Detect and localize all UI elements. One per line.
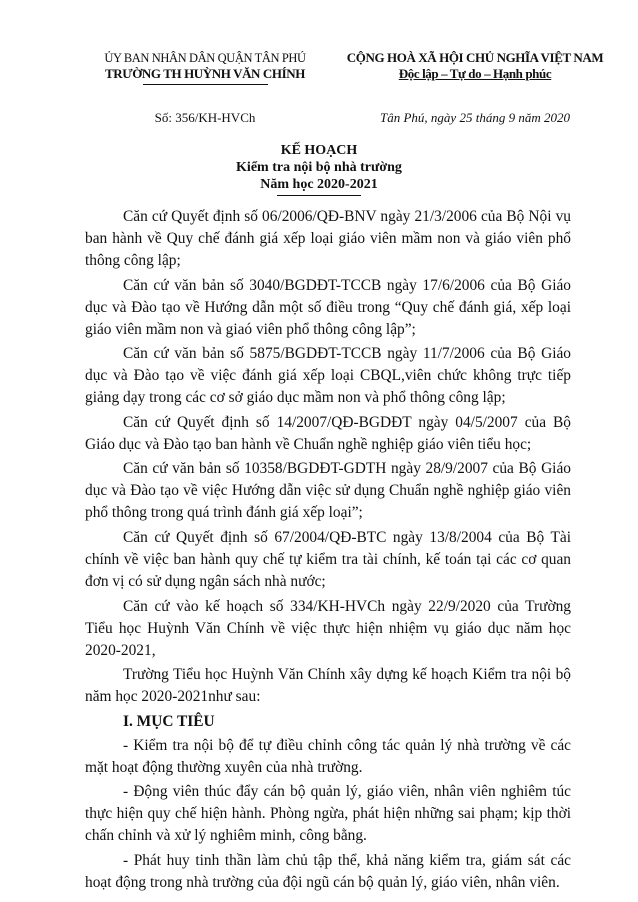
legal-basis-paragraph: Căn cứ văn bản số 3040/BGDĐT-TCCB ngày 17/6/2006 của Bộ Giáo dục và Đào tạo về Hướng dẫn một số điều trong “Quy chế đánh giá, xếp loại giáo viên mầm non và giaó viên phổ thông công lập”; [85, 276, 571, 338]
legal-basis-paragraph: Căn cứ Quyết định số 06/2006/QĐ-BNV ngày 21/3/2006 của Bộ Nội vụ ban hành về Quy chế đánh giá xếp loại giáo viên mầm non và giáo viên phổ thông công lập; [85, 208, 571, 269]
title-rule [277, 195, 361, 196]
issuing-authority [90, 50, 320, 85]
objective-item: - Phát huy tinh thần làm chủ tập thể, khả năng kiểm tra, giám sát các hoạt động trong nhà trường của đội ngũ cán bộ quản lý, giáo viên, nhân viên. [85, 851, 571, 891]
motto: Độc lập – Tự do – Hạnh phúc [398, 66, 552, 81]
legal-basis-paragraph: Căn cứ văn bản số 5875/BGDĐT-TCCB ngày 11/7/2006 của Bộ Giáo dục và Đào tạo về việc đánh giá xếp loại CBQL,viên chức không trực tiếp giảng dạy trong các cơ sở giáo dục mầm non và phổ thông công lập; [85, 345, 571, 407]
objective-item: - Kiểm tra nội bộ để tự điều chỉnh công tác quản lý nhà trường về các mặt hoạt động thường xuyên của nhà trường. [85, 736, 571, 776]
section-heading-objectives: I. MỤC TIÊU [123, 712, 215, 730]
legal-basis-paragraph: Căn cứ Quyết định số 14/2007/QĐ-BGDĐT ngày 04/5/2007 của Bộ Giáo dục và Đào tạo ban hành về Chuẩn nghề nghiệp giáo viên tiểu học; [85, 413, 571, 453]
country-name: CỘNG HOÀ XÃ HỘI CHỦ NGHĨA VIỆT NAM [346, 50, 604, 65]
legal-basis-paragraph: Căn cứ Quyết định số 67/2004/QĐ-BTC ngày 13/8/2004 của Bộ Tài chính về việc ban hành quy chế tự kiểm tra tài chính, kế toán tại các cơ quan đơn vị có sử dụng ngân sách nhà nước; [85, 528, 571, 590]
document-date: Tân Phú, ngày 25 tháng 9 năm 2020 [380, 110, 570, 125]
header-left-rule [143, 84, 268, 85]
intro-paragraph: Trường Tiểu học Huỳnh Văn Chính xây dựng kế hoạch Kiểm tra nội bộ năm học 2020-2021như sau: [85, 666, 571, 706]
school-name: TRƯỜNG TH HUỲNH VĂN CHÍNH [105, 66, 305, 81]
document-body [85, 206, 571, 897]
document-number: Số: 356/KH-HVCh [154, 110, 256, 125]
title-year: Năm học 2020-2021 [260, 177, 378, 192]
title-type: KẾ HOẠCH [280, 143, 358, 158]
objective-item: - Động viên thúc đẩy cán bộ quản lý, giáo viên, nhân viên nghiêm túc thực hiện quy chế hiện hành. Phòng ngừa, phát hiện những sai phạm; kịp thời chấn chỉnh và xử lý nghiêm minh, công bằng. [85, 783, 571, 845]
national-motto [330, 50, 620, 82]
document-title [0, 142, 638, 196]
legal-basis-paragraph: Căn cứ vào kế hoạch số 334/KH-HVCh ngày 22/9/2020 của Trường Tiểu học Huỳnh Văn Chính về việc thực hiện nhiệm vụ giáo dục năm học 2020-2021, [85, 597, 571, 659]
legal-basis-paragraph: Căn cứ văn bản số 10358/BGDĐT-GDTH ngày 28/9/2007 của Bộ Giáo dục và Đào tạo về việc Hướng dẫn việc sử dụng Chuẩn nghề nghiệp giáo viên phổ thông trong quá trình đánh giá xếp loại”; [85, 460, 571, 522]
title-subject: Kiểm tra nội bộ nhà trường [236, 160, 402, 175]
authority-name: ỦY BAN NHÂN DÂN QUẬN TÂN PHÚ [104, 51, 306, 65]
